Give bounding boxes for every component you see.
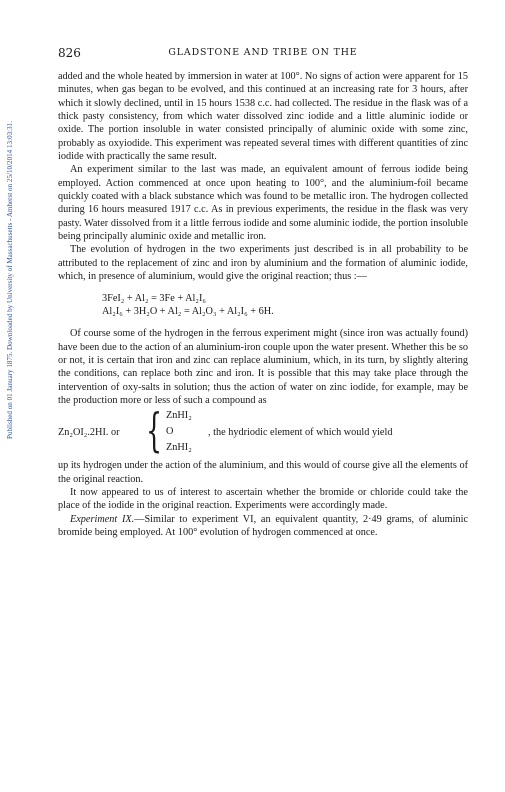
formula-stack-top: ZnHI₂ [166,410,192,422]
download-watermark-text: Published on 01 January 1875. Downloaded by University of Massachusetts - Amherst on 25/10/2014 13:03:31. [6,120,14,440]
equation-2: Al₂I₆ + 3H₂O + Al₂ = Al₂O₃ + Al₂I₆ + 6H. [102,305,274,317]
paragraph-4: Of course some of the hydrogen in the ferrous experiment might (since iron was actually found) have been due to the action of an aluminium-iron couple upon the water present. Whether this be so or not, it is certain that iron and zinc can replace aluminium, which, in its turn, by slightly altering the conditions, can replace both zinc and iron. It is possible that this may take place through the intervention of oxy-salts in solution; thus the action of water on zinc iodide, for example, may be the production more or less of such a compound as [58,328,468,406]
page-header [58,46,468,60]
paragraph-3: The evolution of hydrogen in the two experiments just described is in all probability to be attributed to the replacement of zinc and iron by aluminium and the formation of aluminic iodide, which, in presence of aluminium, would give the original reaction; thus :— [58,244,468,283]
experiment-heading: Experiment IX. [70,513,135,525]
paragraph-6: It now appeared to us of interest to ascertain whether the bromide or chloride could take the place of the iodide in the original reaction. Experiments were accordingly made. [58,486,468,512]
formula-left: Zn₂OI₂.2HI. or [58,427,120,439]
formula-stack-bottom: ZnHI₂ [166,442,192,454]
oxy-salt-formula [58,403,468,458]
paragraph-5: up its hydrogen under the action of the aluminium, and this would of course give all the elements of the original reaction. [58,460,468,485]
running-title: GLADSTONE AND TRIBE ON THE [168,47,358,58]
article-body [58,70,468,539]
formula-stack [166,408,192,456]
paragraph-2: An experiment similar to the last was made, an equivalent amount of ferrous iodide being employed. Action commenced at once upon heating to 100°, and the aluminium-foil became quickly coated with a black substance which was found to be metallic iron. The hydrogen collected during 16 hours measured 1917 c.c. As in previous experiments, the residue in the flask was very pasty. Water dissolved from it a little ferrous iodide and some aluminic iodide, the portion insoluble being principally aluminic oxide and metallic iron. [58,164,468,243]
download-watermark [4,20,16,540]
equation-1: 3FeI₂ + Al₂ = 3Fe + Al₂I₆ [102,292,206,304]
left-brace-icon: { [146,403,163,458]
formula-right: , the hydriodic element of which would yield [208,427,393,439]
formula-stack-middle: O [166,426,174,438]
reaction-equations [102,292,468,319]
page-number: 826 [58,46,81,60]
paragraph-7 [58,513,468,540]
paragraph-1: added and the whole heated by immersion in water at 100°. No signs of action were apparent for 15 minutes, when gas began to be evolved, and this continued at an increasing rate for 3 hours, after which it slowly declined, until in 15 hours 1538 c.c. had collected. The residue in the flask was of a thick pasty consistency, from which water dissolved zinc iodide and a little aluminic iodide or oxide. The portion insoluble in water consisted principally of aluminic oxide with some zinc, probably as oxyiodide. This experiment was repeated several times with different quantities of zinc iodide with practically the same result. [58,71,468,163]
paragraph-7-text: —Similar to experiment VI, an equivalent quantity, 2·49 grams, of aluminic bromide being employed. At 100° evolution of hydrogen commenced at once. [58,513,469,538]
